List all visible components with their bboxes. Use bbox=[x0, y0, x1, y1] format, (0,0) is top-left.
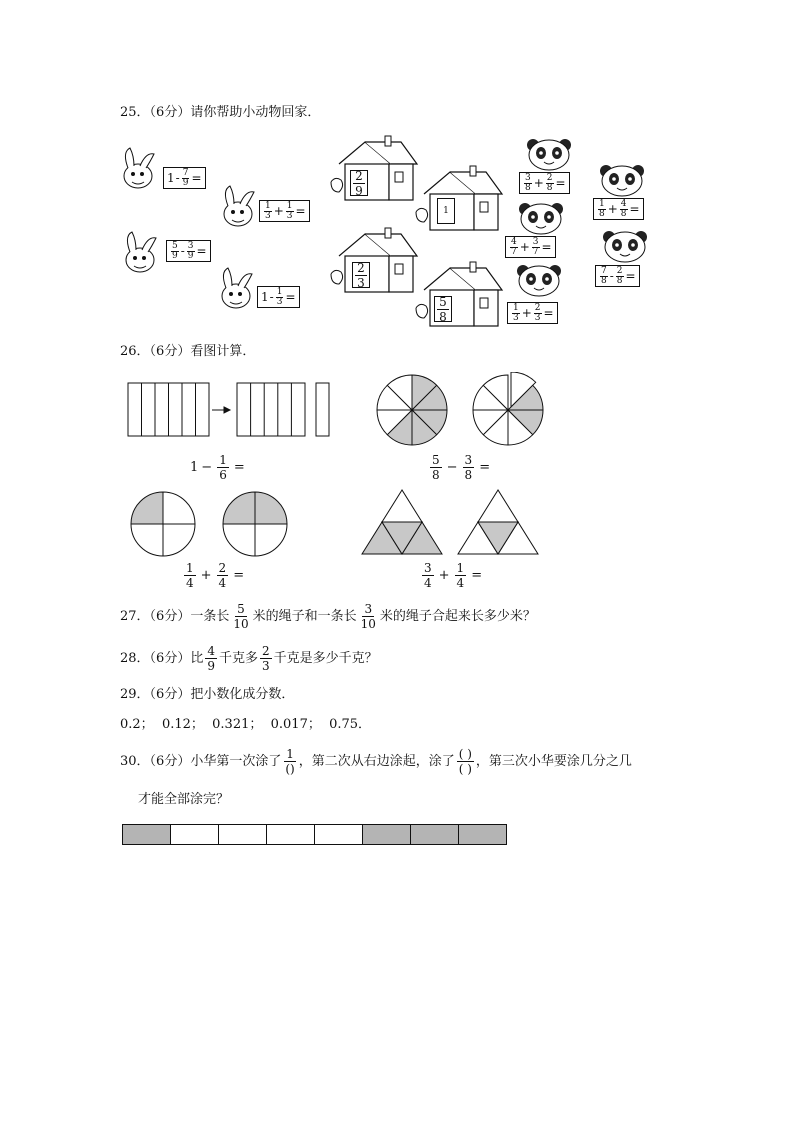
house-icon bbox=[416, 166, 502, 230]
house-label-1 bbox=[350, 170, 368, 196]
panda-icon bbox=[527, 139, 571, 170]
equals: = bbox=[629, 202, 640, 216]
fraction: $\frac{4}{9}$ bbox=[207, 644, 215, 673]
rabbit-expr-3 bbox=[166, 240, 211, 262]
text: 27．（6分）一条长 bbox=[120, 609, 230, 624]
q30-line2: 才能全部涂完？ bbox=[138, 792, 230, 807]
strip-cell bbox=[123, 825, 171, 844]
calc-2 bbox=[428, 454, 490, 481]
rabbit-expr-4 bbox=[257, 286, 300, 308]
fraction: $\frac{1}{3}$ bbox=[276, 286, 283, 307]
equals: = bbox=[191, 171, 202, 185]
fraction: $\frac{2}{3}$ bbox=[534, 302, 541, 323]
equals: = bbox=[625, 269, 636, 283]
q30-question bbox=[120, 748, 632, 775]
rabbit-icon bbox=[224, 186, 254, 226]
text: 米的绳子合起来长多少米？ bbox=[379, 609, 536, 624]
strip-diagram bbox=[120, 380, 340, 440]
operator: + bbox=[519, 240, 530, 254]
text: 千克多 bbox=[218, 651, 258, 666]
number: 1 bbox=[190, 460, 199, 475]
panda-icon bbox=[603, 231, 647, 262]
text: 米的绳子和一条长 bbox=[252, 609, 357, 624]
panda-expr-4 bbox=[595, 265, 640, 287]
operator: + bbox=[521, 306, 532, 320]
fraction: $\frac{5}{10}$ bbox=[233, 602, 249, 631]
fraction: $\frac{2}{4}$ bbox=[218, 561, 227, 590]
equals: = bbox=[543, 306, 554, 320]
fraction: $\frac{7}{8}$ bbox=[601, 265, 607, 286]
calc-3 bbox=[182, 562, 244, 589]
operator: − bbox=[446, 460, 458, 475]
equals: = bbox=[471, 568, 483, 583]
operator: - bbox=[175, 171, 180, 185]
equals: = bbox=[285, 290, 296, 304]
operator: - bbox=[609, 269, 614, 283]
house-label-3 bbox=[352, 262, 370, 288]
fraction: $\frac{2}{8}$ bbox=[616, 265, 623, 286]
painting-strip bbox=[122, 824, 507, 845]
fraction: $\frac{3}{4}$ bbox=[424, 561, 432, 590]
strip-cell bbox=[459, 825, 506, 844]
q26-title: 26．（6分）看图计算． bbox=[120, 344, 256, 359]
fraction: $\frac{5}{8}$ bbox=[432, 453, 440, 482]
text: 30．（6分）小华第一次涂了 bbox=[120, 754, 282, 769]
calc-4 bbox=[420, 562, 482, 589]
rabbit-icons bbox=[120, 140, 320, 310]
fraction: $\frac{7}{9}$ bbox=[182, 167, 189, 188]
number: 1 bbox=[261, 290, 269, 304]
panda-expr-1 bbox=[519, 172, 570, 194]
panda-expr-3 bbox=[505, 236, 556, 258]
fraction: $\frac{2}{3}$ bbox=[261, 644, 270, 673]
fraction: $\frac{4}{8}$ bbox=[620, 198, 627, 219]
equals: = bbox=[541, 240, 552, 254]
fraction: $\frac{( )}{( )}$ bbox=[458, 747, 472, 776]
q29-values: 0.2； 0.12； 0.321； 0.017； 0.75． bbox=[120, 717, 372, 732]
text: ，第二次从右边涂起，涂了 bbox=[298, 754, 455, 769]
operator: - bbox=[269, 290, 274, 304]
operator: + bbox=[607, 202, 618, 216]
strip-cell bbox=[267, 825, 315, 844]
equals: = bbox=[233, 460, 245, 475]
operator: + bbox=[200, 568, 212, 583]
triangles-diagram bbox=[358, 488, 543, 556]
fraction: $\frac{4}{7}$ bbox=[511, 236, 517, 257]
fraction: $\frac{1}{6}$ bbox=[219, 453, 227, 482]
strip-cell bbox=[219, 825, 267, 844]
operator: + bbox=[273, 204, 284, 218]
q25-title: 25．（6分）请你帮助小动物回家． bbox=[120, 105, 321, 120]
q28-question bbox=[120, 645, 378, 672]
fraction: $\frac{1}{4}$ bbox=[456, 561, 465, 590]
panda-icon bbox=[600, 165, 644, 196]
rabbit-icon bbox=[126, 232, 156, 272]
q29-title: 29．（6分）把小数化成分数． bbox=[120, 687, 295, 702]
fraction: $\frac{1}{3}$ bbox=[286, 200, 293, 221]
house-icon bbox=[331, 228, 417, 292]
strip-cell bbox=[363, 825, 411, 844]
equals: = bbox=[555, 176, 566, 190]
operator: + bbox=[438, 568, 450, 583]
number: 1 bbox=[167, 171, 175, 185]
rabbit-expr-2 bbox=[259, 200, 310, 222]
fraction: $\frac{2}{3}$ bbox=[357, 260, 365, 290]
strip-cell bbox=[171, 825, 219, 844]
equals: = bbox=[233, 568, 245, 583]
equals: = bbox=[295, 204, 306, 218]
house-label-4 bbox=[434, 296, 452, 322]
operator: - bbox=[180, 244, 185, 258]
rabbit-expr-1 bbox=[163, 167, 206, 189]
house-icons bbox=[325, 130, 505, 330]
fraction: $\frac{1}{()}$ bbox=[285, 747, 295, 776]
rabbit-icon bbox=[124, 148, 154, 188]
operator: − bbox=[201, 460, 213, 475]
number: 1 bbox=[443, 206, 449, 216]
calc-1 bbox=[190, 454, 245, 481]
q27-question bbox=[120, 603, 536, 630]
fraction: $\frac{3}{10}$ bbox=[360, 602, 376, 631]
fraction: $\frac{1}{3}$ bbox=[265, 200, 271, 221]
equals: = bbox=[479, 460, 491, 475]
house-label-2 bbox=[437, 198, 455, 224]
rabbit-icon bbox=[222, 268, 252, 308]
fraction: $\frac{2}{8}$ bbox=[546, 172, 553, 193]
quarter-circles bbox=[125, 490, 295, 560]
text: 28．（6分）比 bbox=[120, 651, 204, 666]
panda-expr-5 bbox=[507, 302, 558, 324]
panda-expr-2 bbox=[593, 198, 644, 220]
house-icon bbox=[416, 262, 502, 326]
fraction: $\frac{3}{8}$ bbox=[525, 172, 531, 193]
fraction: $\frac{5}{9}$ bbox=[172, 240, 178, 261]
panda-icon bbox=[519, 203, 563, 234]
fraction: $\frac{3}{7}$ bbox=[532, 236, 539, 257]
panda-icon bbox=[517, 265, 561, 296]
fraction: $\frac{2}{9}$ bbox=[355, 168, 363, 198]
strip-cell bbox=[411, 825, 459, 844]
fraction: $\frac{3}{9}$ bbox=[187, 240, 194, 261]
text: ，第三次小华要涂几分之几 bbox=[475, 754, 632, 769]
equals: = bbox=[196, 244, 207, 258]
fraction: $\frac{1}{3}$ bbox=[513, 302, 519, 323]
fraction: $\frac{3}{8}$ bbox=[464, 453, 473, 482]
fraction: $\frac{1}{4}$ bbox=[186, 561, 194, 590]
operator: + bbox=[533, 176, 544, 190]
house-icon bbox=[331, 136, 417, 200]
eighths-circles bbox=[372, 372, 557, 450]
strip-cell bbox=[315, 825, 363, 844]
fraction: $\frac{5}{8}$ bbox=[439, 294, 447, 324]
text: 千克是多少千克？ bbox=[273, 651, 378, 666]
fraction: $\frac{1}{8}$ bbox=[599, 198, 605, 219]
